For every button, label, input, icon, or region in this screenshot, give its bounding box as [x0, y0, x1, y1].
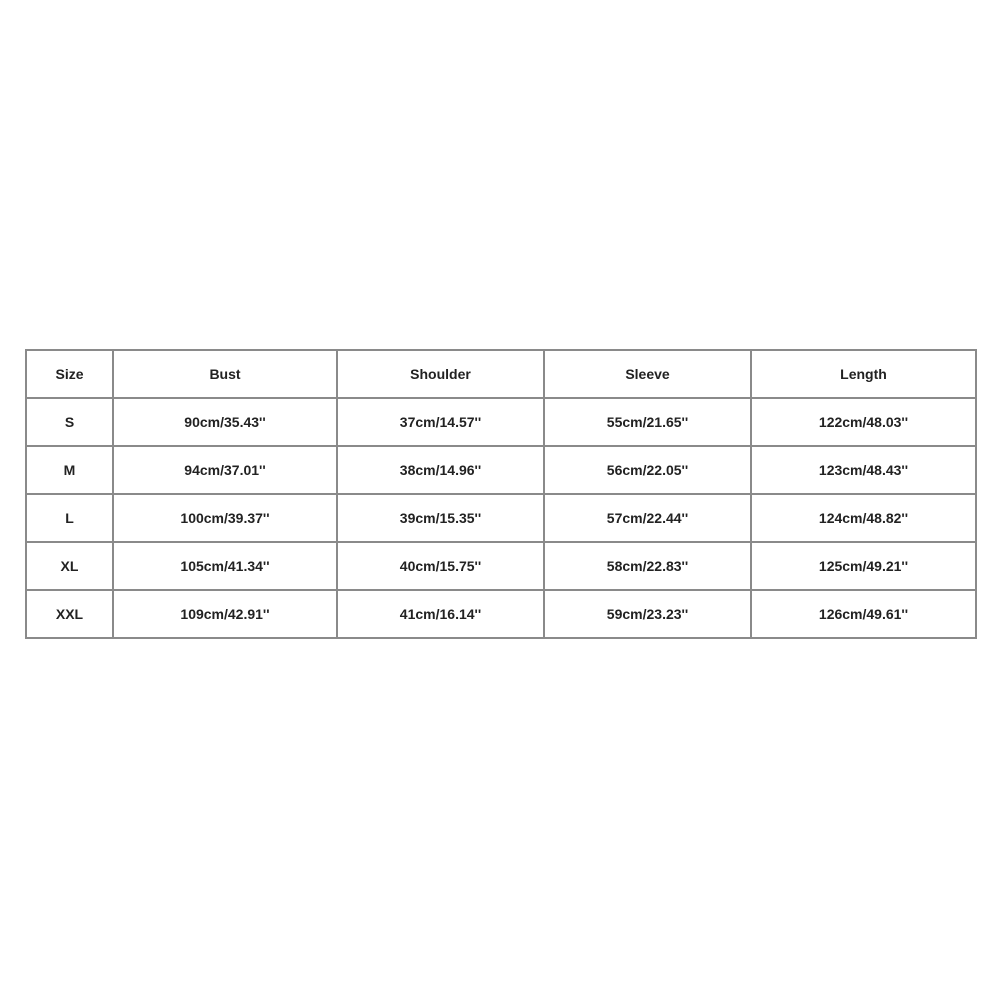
sleeve-cell: 58cm/22.83'' — [544, 542, 751, 590]
shoulder-cell: 41cm/16.14'' — [337, 590, 544, 638]
table-row — [26, 494, 976, 542]
size-cell: XL — [26, 542, 113, 590]
shoulder-cell: 39cm/15.35'' — [337, 494, 544, 542]
header-sleeve: Sleeve — [544, 350, 751, 398]
table-row — [26, 542, 976, 590]
header-bust: Bust — [113, 350, 337, 398]
table-row — [26, 398, 976, 446]
header-shoulder: Shoulder — [337, 350, 544, 398]
bust-cell: 94cm/37.01'' — [113, 446, 337, 494]
sleeve-cell: 59cm/23.23'' — [544, 590, 751, 638]
sleeve-cell: 56cm/22.05'' — [544, 446, 751, 494]
length-cell: 122cm/48.03'' — [751, 398, 976, 446]
table-header-row — [26, 350, 976, 398]
size-cell: L — [26, 494, 113, 542]
bust-cell: 90cm/35.43'' — [113, 398, 337, 446]
bust-cell: 105cm/41.34'' — [113, 542, 337, 590]
size-cell: XXL — [26, 590, 113, 638]
shoulder-cell: 40cm/15.75'' — [337, 542, 544, 590]
header-length: Length — [751, 350, 976, 398]
bust-cell: 100cm/39.37'' — [113, 494, 337, 542]
table-row — [26, 446, 976, 494]
sleeve-cell: 57cm/22.44'' — [544, 494, 751, 542]
shoulder-cell: 37cm/14.57'' — [337, 398, 544, 446]
size-chart-table — [25, 349, 977, 639]
bust-cell: 109cm/42.91'' — [113, 590, 337, 638]
sleeve-cell: 55cm/21.65'' — [544, 398, 751, 446]
length-cell: 126cm/49.61'' — [751, 590, 976, 638]
length-cell: 124cm/48.82'' — [751, 494, 976, 542]
size-cell: M — [26, 446, 113, 494]
shoulder-cell: 38cm/14.96'' — [337, 446, 544, 494]
length-cell: 123cm/48.43'' — [751, 446, 976, 494]
length-cell: 125cm/49.21'' — [751, 542, 976, 590]
header-size: Size — [26, 350, 113, 398]
table-row — [26, 590, 976, 638]
size-cell: S — [26, 398, 113, 446]
